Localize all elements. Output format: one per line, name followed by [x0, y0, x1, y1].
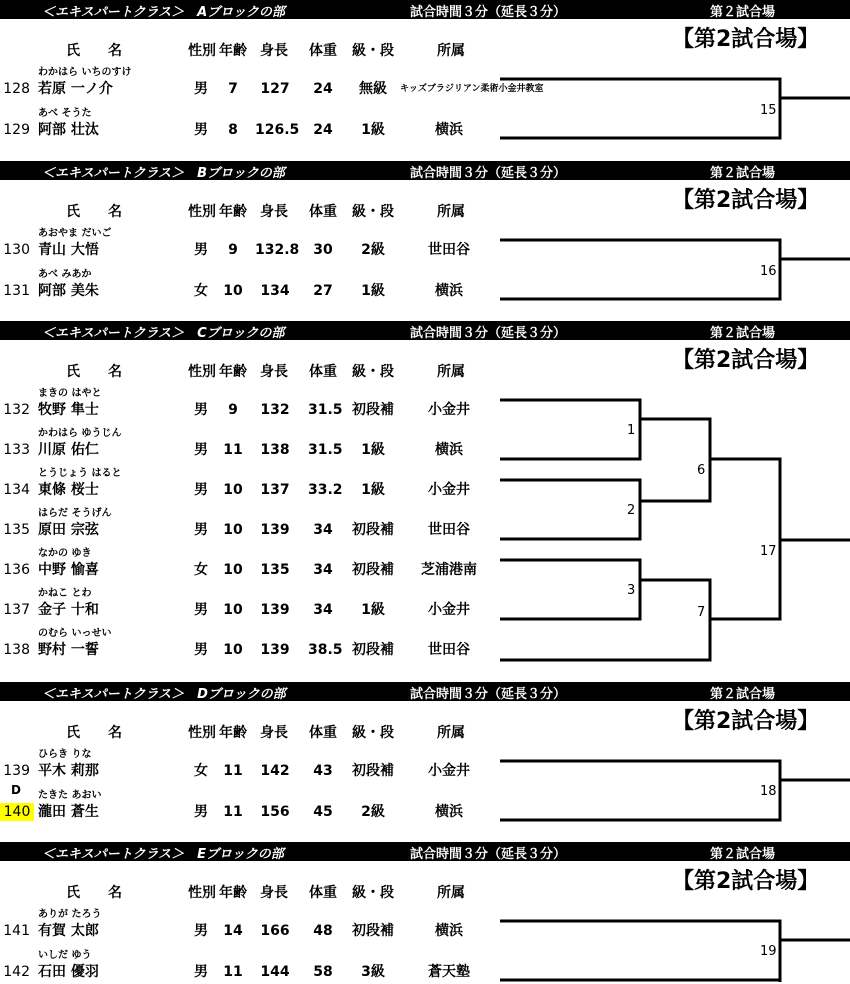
player-affiliation: 小金井 [428, 763, 470, 779]
col-age: 年齢 [219, 43, 247, 59]
player-age: 9 [228, 402, 238, 418]
player-name: 阿部 壮汰 [38, 122, 99, 138]
player-weight: 43 [313, 763, 333, 779]
player-weight: 27 [313, 283, 333, 299]
arena-label: 第２試合場 [710, 847, 776, 862]
class-label: ＜エキスパートクラス＞ Aブロックの部 [42, 5, 285, 20]
col-name: 氏 名 [66, 43, 122, 59]
player-sex: 男 [194, 804, 208, 820]
player-no: 131 [3, 283, 30, 299]
player-name: 東條 桜士 [38, 482, 99, 498]
col-affiliation: 所属 [437, 885, 465, 901]
player-no: 142 [3, 964, 30, 980]
player-no: 141 [3, 923, 30, 939]
player-weight: 34 [313, 602, 333, 618]
player-affiliation: 横浜 [435, 283, 463, 299]
player-no: 138 [3, 642, 30, 658]
match-number: 18 [760, 784, 777, 799]
class-label: ＜エキスパートクラス＞ Bブロックの部 [42, 166, 285, 181]
player-sex: 男 [194, 442, 208, 458]
player-ruby: あおやま だいご [38, 228, 112, 239]
player-height: 132.8 [255, 242, 300, 258]
col-sex: 性別 [188, 885, 216, 901]
player-name: 若原 一ノ介 [38, 81, 113, 97]
col-height: 身長 [260, 364, 288, 380]
col-name: 氏 名 [66, 725, 122, 741]
player-ruby: なかの ゆき [38, 548, 92, 559]
match-number: 19 [760, 944, 777, 959]
division-mark: D [11, 783, 21, 797]
player-weight: 48 [313, 923, 333, 939]
player-age: 10 [223, 642, 243, 658]
player-no: 133 [3, 442, 30, 458]
col-age: 年齢 [219, 204, 247, 220]
player-height: 142 [260, 763, 290, 779]
player-age: 11 [223, 763, 243, 779]
player-no: 135 [3, 522, 30, 538]
player-height: 139 [260, 522, 290, 538]
arena-label: 第２試合場 [710, 5, 776, 20]
col-name: 氏 名 [66, 885, 122, 901]
player-ruby: たきた あおい [38, 790, 102, 801]
bracket [0, 321, 850, 681]
player-affiliation: 世田谷 [428, 522, 470, 538]
col-weight: 体重 [309, 885, 337, 901]
col-height: 身長 [260, 204, 288, 220]
player-affiliation: 芝浦港南 [421, 562, 477, 578]
class-label: ＜エキスパートクラス＞ Cブロックの部 [42, 326, 285, 341]
player-no: 137 [3, 602, 30, 618]
block-e [0, 842, 850, 984]
player-affiliation: 小金井 [428, 602, 470, 618]
player-affiliation: 小金井 [428, 402, 470, 418]
col-rank: 級・段 [352, 725, 394, 741]
bracket [0, 682, 850, 842]
match-time: 試合時間３分（延長３分） [410, 687, 567, 702]
player-height: 156 [260, 804, 290, 820]
col-rank: 級・段 [352, 43, 394, 59]
arena-title: 【第2試合場】 [672, 348, 820, 373]
player-sex: 女 [194, 562, 208, 578]
player-name: 石田 優羽 [38, 964, 99, 980]
match-number: 6 [697, 463, 706, 478]
player-ruby: のむら いっせい [38, 628, 112, 639]
match-number: 17 [760, 544, 777, 559]
arena-title: 【第2試合場】 [672, 869, 820, 894]
player-no: 134 [3, 482, 30, 498]
player-height: 139 [260, 642, 290, 658]
match-time: 試合時間３分（延長３分） [410, 847, 567, 862]
player-rank: 無級 [359, 81, 387, 97]
player-height: 137 [260, 482, 290, 498]
col-name: 氏 名 [66, 204, 122, 220]
player-rank: 2級 [361, 804, 385, 820]
player-affiliation: 横浜 [435, 122, 463, 138]
player-weight: 38.5 [308, 642, 343, 658]
player-sex: 男 [194, 642, 208, 658]
col-height: 身長 [260, 885, 288, 901]
player-weight: 34 [313, 522, 333, 538]
player-no: 139 [3, 763, 30, 779]
col-affiliation: 所属 [437, 364, 465, 380]
player-ruby: かねこ とわ [38, 588, 92, 599]
player-affiliation: 小金井 [428, 482, 470, 498]
player-ruby: あべ みあか [38, 269, 92, 280]
player-sex: 男 [194, 964, 208, 980]
player-rank: 初段補 [352, 642, 394, 658]
player-height: 132 [260, 402, 290, 418]
player-name: 川原 佑仁 [38, 442, 99, 458]
bracket [0, 0, 850, 160]
match-number: 16 [760, 264, 777, 279]
player-name: 平木 莉那 [38, 763, 99, 779]
player-rank: 初段補 [352, 923, 394, 939]
col-rank: 級・段 [352, 885, 394, 901]
player-sex: 男 [194, 602, 208, 618]
player-ruby: あべ そうた [38, 108, 92, 119]
player-name: 牧野 隼士 [38, 402, 99, 418]
player-rank: 初段補 [352, 522, 394, 538]
match-number: 1 [627, 423, 636, 438]
block-a [0, 0, 850, 160]
player-height: 134 [260, 283, 290, 299]
player-no: 136 [3, 562, 30, 578]
player-no: 128 [3, 81, 30, 97]
player-weight: 45 [313, 804, 333, 820]
col-age: 年齢 [219, 885, 247, 901]
player-weight: 58 [313, 964, 333, 980]
col-name: 氏 名 [66, 364, 122, 380]
match-number: 7 [697, 605, 706, 620]
arena-title: 【第2試合場】 [672, 188, 820, 213]
player-height: 166 [260, 923, 290, 939]
class-label: ＜エキスパートクラス＞ Dブロックの部 [42, 687, 286, 702]
arena-label: 第２試合場 [710, 166, 776, 181]
player-affiliation: 横浜 [435, 804, 463, 820]
player-sex: 女 [194, 283, 208, 299]
player-no: 132 [3, 402, 30, 418]
player-height: 144 [260, 964, 290, 980]
player-name: 中野 愉喜 [38, 562, 99, 578]
player-affiliation: 世田谷 [428, 642, 470, 658]
player-age: 11 [223, 964, 243, 980]
player-age: 10 [223, 602, 243, 618]
player-ruby: ありが たろう [38, 909, 102, 920]
match-time: 試合時間３分（延長３分） [410, 166, 567, 181]
player-ruby: かわはら ゆうじん [38, 428, 122, 439]
arena-label: 第２試合場 [710, 326, 776, 341]
col-height: 身長 [260, 43, 288, 59]
player-name: 青山 大悟 [38, 242, 99, 258]
player-affiliation: 世田谷 [428, 242, 470, 258]
player-height: 127 [260, 81, 290, 97]
player-no-highlight: 140 [0, 803, 34, 821]
player-rank: 2級 [361, 242, 385, 258]
player-no: 129 [3, 122, 30, 138]
col-affiliation: 所属 [437, 725, 465, 741]
player-weight: 24 [313, 81, 333, 97]
player-affiliation: キッズブラジリアン柔術小金井教室 [400, 84, 544, 94]
player-age: 10 [223, 522, 243, 538]
player-age: 7 [228, 81, 238, 97]
col-weight: 体重 [309, 204, 337, 220]
player-weight: 31.5 [308, 402, 343, 418]
match-number: 3 [627, 583, 636, 598]
player-weight: 31.5 [308, 442, 343, 458]
player-age: 11 [223, 442, 243, 458]
player-rank: 初段補 [352, 562, 394, 578]
player-ruby: はらだ そうげん [38, 508, 112, 519]
player-sex: 男 [194, 482, 208, 498]
player-sex: 女 [194, 763, 208, 779]
match-time: 試合時間３分（延長３分） [410, 326, 567, 341]
player-age: 8 [228, 122, 238, 138]
player-weight: 30 [313, 242, 333, 258]
player-name: 有賀 太郎 [38, 923, 99, 939]
col-height: 身長 [260, 725, 288, 741]
block-c [0, 321, 850, 681]
player-age: 9 [228, 242, 238, 258]
player-age: 10 [223, 482, 243, 498]
player-rank: 1級 [361, 602, 385, 618]
col-sex: 性別 [188, 725, 216, 741]
arena-title: 【第2試合場】 [672, 27, 820, 52]
player-height: 138 [260, 442, 290, 458]
match-number: 2 [627, 503, 636, 518]
col-weight: 体重 [309, 364, 337, 380]
player-rank: 初段補 [352, 402, 394, 418]
col-rank: 級・段 [352, 364, 394, 380]
player-sex: 男 [194, 81, 208, 97]
col-weight: 体重 [309, 43, 337, 59]
player-name: 瀧田 蒼生 [38, 804, 99, 820]
col-sex: 性別 [188, 43, 216, 59]
match-time: 試合時間３分（延長３分） [410, 5, 567, 20]
player-affiliation: 横浜 [435, 442, 463, 458]
player-name: 野村 一誓 [38, 642, 99, 658]
col-sex: 性別 [188, 204, 216, 220]
player-no: 130 [3, 242, 30, 258]
player-age: 11 [223, 804, 243, 820]
arena-label: 第２試合場 [710, 687, 776, 702]
player-sex: 男 [194, 122, 208, 138]
col-affiliation: 所属 [437, 43, 465, 59]
match-number: 15 [760, 103, 777, 118]
block-d [0, 682, 850, 842]
player-rank: 1級 [361, 283, 385, 299]
player-sex: 男 [194, 242, 208, 258]
player-height: 126.5 [255, 122, 300, 138]
block-b [0, 161, 850, 321]
player-sex: 男 [194, 402, 208, 418]
player-weight: 33.2 [308, 482, 343, 498]
player-affiliation: 横浜 [435, 923, 463, 939]
arena-title: 【第2試合場】 [672, 709, 820, 734]
col-weight: 体重 [309, 725, 337, 741]
player-rank: 1級 [361, 482, 385, 498]
player-age: 10 [223, 283, 243, 299]
col-age: 年齢 [219, 725, 247, 741]
class-label: ＜エキスパートクラス＞ Eブロックの部 [42, 847, 284, 862]
player-height: 139 [260, 602, 290, 618]
col-sex: 性別 [188, 364, 216, 380]
player-weight: 24 [313, 122, 333, 138]
player-ruby: ひらき りな [38, 749, 92, 760]
player-ruby: とうじょう はると [38, 468, 122, 479]
player-ruby: まきの はやと [38, 388, 102, 399]
bracket [0, 842, 850, 984]
player-affiliation: 蒼天塾 [428, 964, 470, 980]
player-weight: 34 [313, 562, 333, 578]
player-height: 135 [260, 562, 290, 578]
col-affiliation: 所属 [437, 204, 465, 220]
player-rank: 初段補 [352, 763, 394, 779]
player-name: 阿部 美朱 [38, 283, 99, 299]
player-ruby: いしだ ゆう [38, 950, 92, 961]
player-rank: 3級 [361, 964, 385, 980]
player-sex: 男 [194, 923, 208, 939]
player-ruby: わかはら いちのすけ [38, 67, 132, 78]
player-name: 原田 宗弦 [38, 522, 99, 538]
player-name: 金子 十和 [38, 602, 99, 618]
player-age: 14 [223, 923, 243, 939]
player-rank: 1級 [361, 122, 385, 138]
player-rank: 1級 [361, 442, 385, 458]
bracket [0, 161, 850, 321]
player-sex: 男 [194, 522, 208, 538]
col-age: 年齢 [219, 364, 247, 380]
col-rank: 級・段 [352, 204, 394, 220]
player-age: 10 [223, 562, 243, 578]
